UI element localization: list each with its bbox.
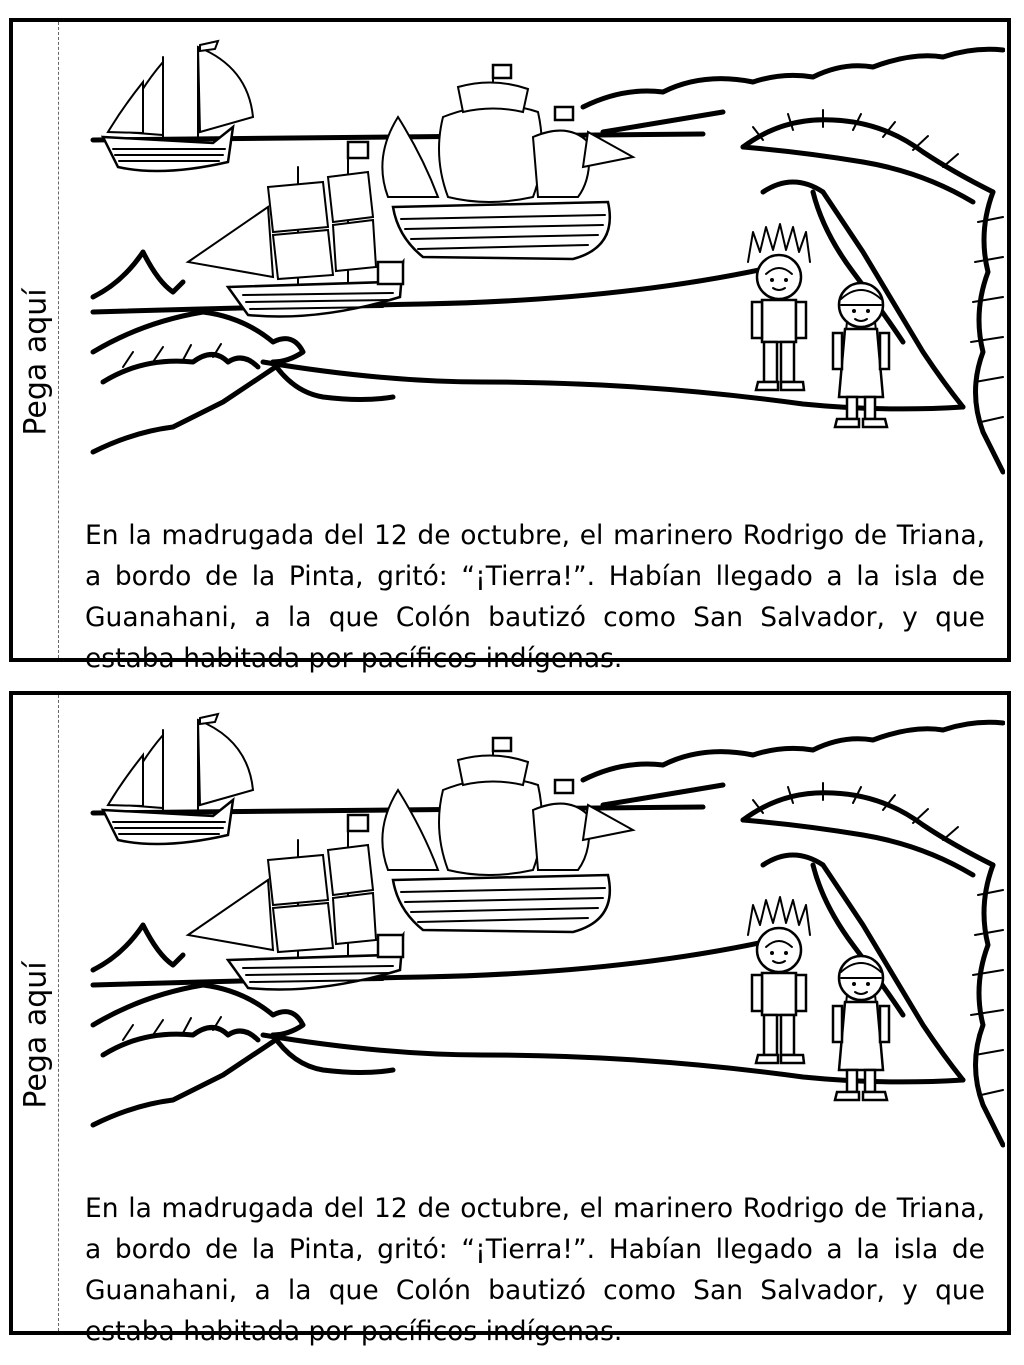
story-caption: En la madrugada del 12 de octubre, el marinero Rodrigo de Triana, a bordo de la Pinta, gritó: “¡Tierra!”. Habían llegado a la isla de Guanahani, a la que Colón bautizó como San Salvador, y que estaba habitada por pacíficos indígenas. bbox=[85, 1192, 985, 1347]
story-card-1 bbox=[9, 18, 1011, 674]
glue-label: Pega aquí bbox=[18, 288, 54, 436]
discovery-illustration bbox=[63, 705, 1005, 1165]
glue-strip bbox=[13, 22, 59, 658]
glue-strip bbox=[13, 695, 59, 1331]
story-card-2 bbox=[9, 691, 1011, 1347]
glue-label: Pega aquí bbox=[18, 961, 54, 1109]
story-caption: En la madrugada del 12 de octubre, el marinero Rodrigo de Triana, a bordo de la Pinta, gritó: “¡Tierra!”. Habían llegado a la isla de Guanahani, a la que Colón bautizó como San Salvador, y que estaba habitada por pacíficos indígenas. bbox=[85, 519, 985, 674]
discovery-illustration bbox=[63, 32, 1005, 492]
